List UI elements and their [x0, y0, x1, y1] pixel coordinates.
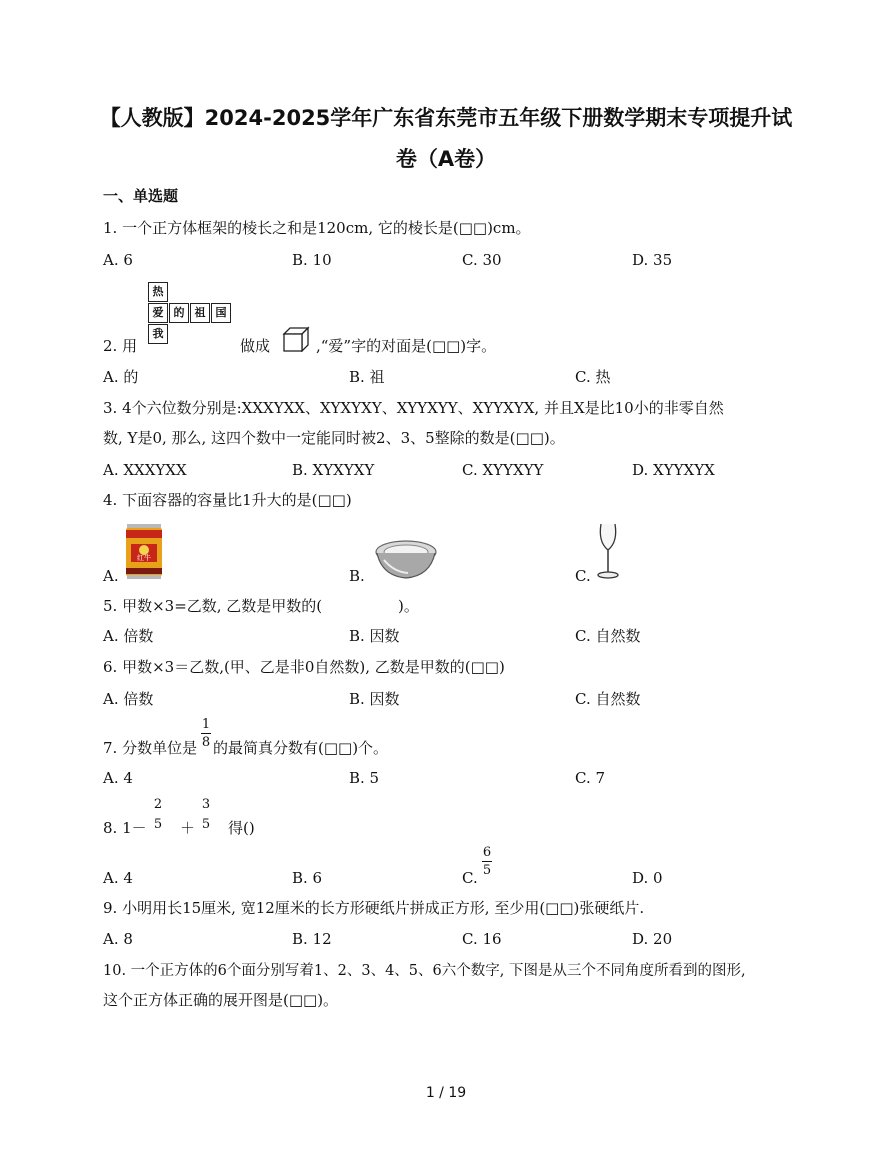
- question-3-stem-line2: 数, Y是0, 那么, 这四个数中一定能同时被2、3、5整除的数是(□□)。: [103, 429, 565, 447]
- q4-option-b: B.: [349, 567, 365, 585]
- q8-option-c: C.: [462, 869, 478, 887]
- question-7-stem-end: 的最简真分数有(□□)个。: [213, 739, 389, 757]
- q1-option-a: A. 6: [103, 251, 133, 269]
- net-cell: 我: [148, 324, 168, 344]
- q7-fraction-denominator: 8: [201, 735, 211, 750]
- wine-glass-image: [594, 520, 622, 582]
- question-10-stem-line2: 这个正方体正确的展开图是(□□)。: [103, 991, 339, 1009]
- q8-option-d: D. 0: [632, 869, 663, 887]
- question-5-stem: 5. 甲数×3=乙数, 乙数是甲数的(: [103, 597, 323, 615]
- q2-option-b: B. 祖: [349, 368, 385, 386]
- q1-option-c: C. 30: [462, 251, 502, 269]
- q7-option-b: B. 5: [349, 769, 380, 787]
- q8-fraction2-numerator: 3: [201, 797, 211, 812]
- question-3-stem-line1: 3. 4个六位数分别是:XXXYXX、XYXYXY、XYYXYY、XYYXYX, 并且X是比10小的非零自然: [103, 399, 724, 417]
- cube-icon: [282, 326, 310, 352]
- q7-fraction-numerator: 1: [201, 717, 211, 732]
- question-9-stem: 9. 小明用长15厘米, 宽12厘米的长方形硬纸片拼成正方形, 至少用(□□)张硬纸片.: [103, 899, 645, 917]
- document-title-line1: 【人教版】2024-2025学年广东省东莞市五年级下册数学期末专项提升试: [99, 106, 793, 130]
- q6-option-c: C. 自然数: [575, 690, 641, 708]
- q3-option-a: A. XXXYXX: [103, 461, 187, 479]
- q8-plus-sign: ＋: [180, 819, 196, 837]
- q9-option-d: D. 20: [632, 930, 673, 948]
- question-4-stem: 4. 下面容器的容量比1升大的是(□□): [103, 491, 352, 509]
- cube-net-figure: [148, 282, 232, 350]
- question-6-stem: 6. 甲数×3＝乙数,(甲、乙是非0自然数), 乙数是甲数的(□□): [103, 658, 505, 676]
- q1-option-d: D. 35: [632, 251, 673, 269]
- q7-fraction-bar: [201, 733, 211, 734]
- q5-option-a: A. 倍数: [103, 627, 154, 645]
- net-cell: 国: [211, 303, 231, 323]
- q3-option-b: B. XYXYXY: [292, 461, 375, 479]
- q8-option-a: A. 4: [103, 869, 133, 887]
- q8-option-c-numerator: 6: [482, 845, 492, 860]
- q8-option-c-denominator: 5: [482, 863, 492, 878]
- q3-option-c: C. XYYXYY: [462, 461, 544, 479]
- net-cell: 祖: [190, 303, 210, 323]
- net-cell: 的: [169, 303, 189, 323]
- q9-option-b: B. 12: [292, 930, 332, 948]
- document-title-line2: 卷（A卷）: [395, 147, 497, 171]
- section-heading: 一、单选题: [103, 187, 179, 205]
- q8-option-c-fraction-bar: [482, 861, 492, 862]
- q5-option-b: B. 因数: [349, 627, 400, 645]
- question-8-stem-end: 得(): [228, 819, 255, 837]
- net-cell: 热: [148, 282, 168, 302]
- energy-drink-can-image: [124, 522, 164, 580]
- question-1-stem: 1. 一个正方体框架的棱长之和是120cm, 它的棱长是(□□)cm。: [103, 219, 531, 237]
- question-8-stem-start: 8. 1－: [103, 819, 147, 837]
- q6-option-b: B. 因数: [349, 690, 400, 708]
- q2-option-c: C. 热: [575, 368, 611, 386]
- q7-option-a: A. 4: [103, 769, 133, 787]
- question-7-stem-start: 7. 分数单位是: [103, 739, 198, 757]
- page-number: 1 / 19: [425, 1085, 467, 1101]
- q8-fraction1-numerator: 2: [153, 797, 163, 812]
- q9-option-a: A. 8: [103, 930, 133, 948]
- q8-option-b: B. 6: [292, 869, 323, 887]
- q9-option-c: C. 16: [462, 930, 502, 948]
- question-2-stem-mid: 做成: [240, 337, 271, 355]
- net-cell: 爱: [148, 303, 168, 323]
- q1-option-b: B. 10: [292, 251, 332, 269]
- q4-option-a: A.: [103, 567, 119, 585]
- question-2-stem-end: ,“爱”字的对面是(□□)字。: [316, 337, 497, 355]
- question-5-stem-end: )。: [398, 597, 419, 615]
- question-10-stem-line1: 10. 一个正方体的6个面分别写着1、2、3、4、5、6六个数字, 下图是从三个不同角度所看到的图形,: [103, 963, 746, 979]
- q8-fraction2-denominator: 5: [201, 817, 211, 832]
- q7-option-c: C. 7: [575, 769, 606, 787]
- metal-bowl-image: [374, 538, 438, 582]
- q4-option-c: C.: [575, 567, 591, 585]
- q2-option-a: A. 的: [103, 368, 139, 386]
- q8-fraction1-denominator: 5: [153, 817, 163, 832]
- can-label-text: 红牛: [137, 554, 151, 562]
- q3-option-d: D. XYYXYX: [632, 461, 715, 479]
- q6-option-a: A. 倍数: [103, 690, 154, 708]
- question-2-stem-start: 2. 用: [103, 337, 138, 355]
- q5-option-c: C. 自然数: [575, 627, 641, 645]
